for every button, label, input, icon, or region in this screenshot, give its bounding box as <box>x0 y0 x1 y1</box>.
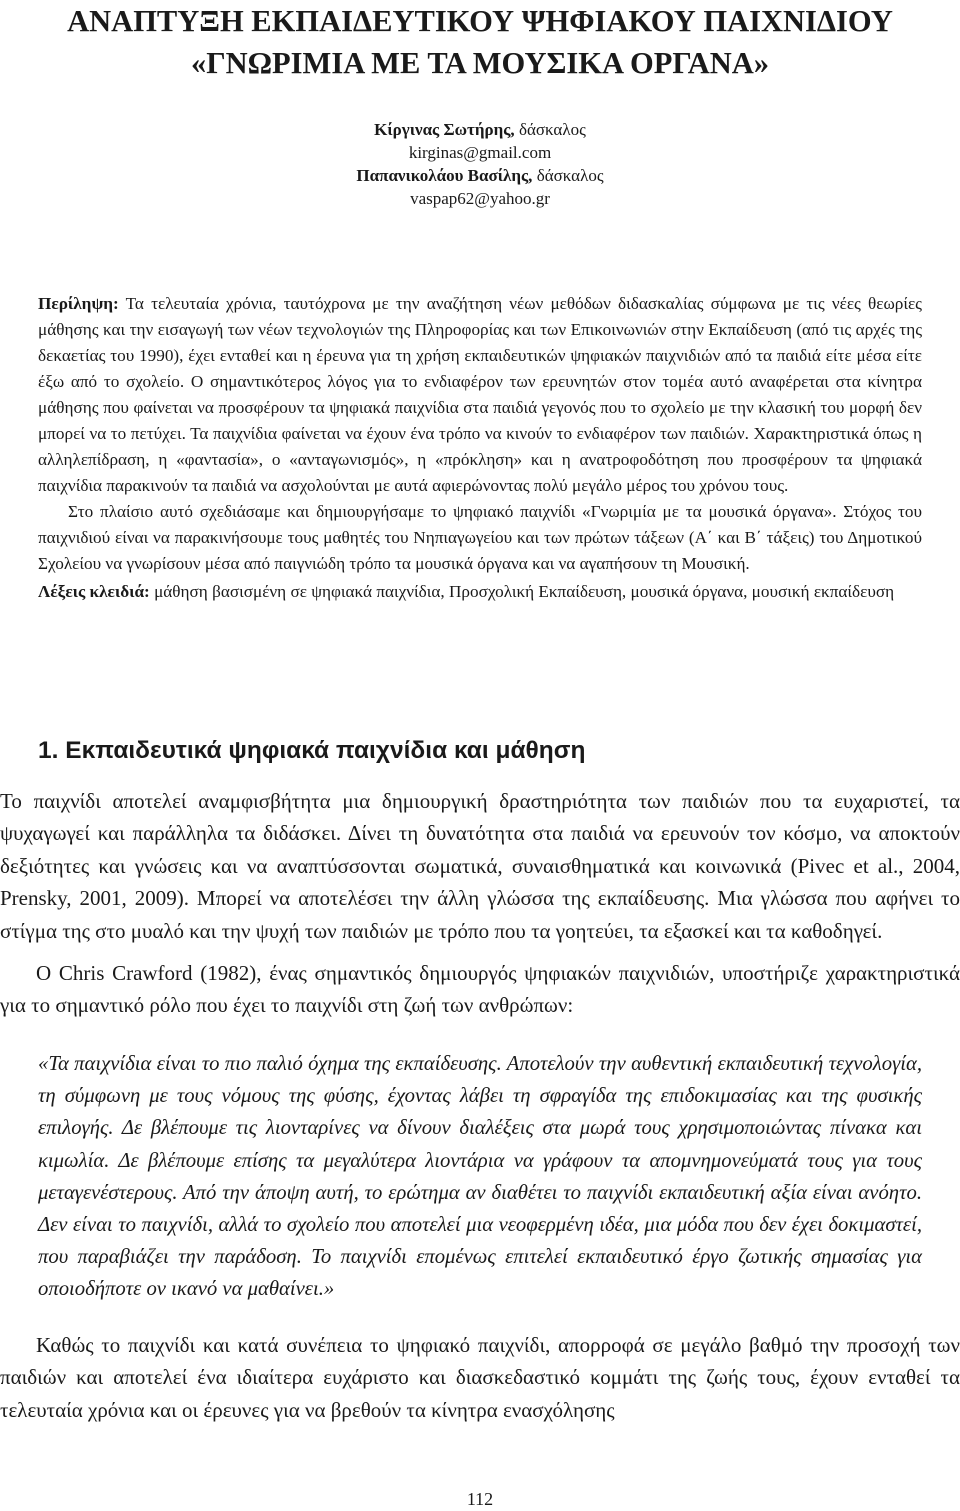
section-heading: 1. Εκπαιδευτικά ψηφιακά παιχνίδια και μάθηση <box>38 737 586 764</box>
abstract-paragraph-1: Περίληψη: Τα τελευταία χρόνια, ταυτόχρονα με την αναζήτηση νέων μεθόδων διδασκαλίας σύμφωνα με τις νέες θεωρίες μάθησης και την εισαγωγή των νέων τεχνολογιών της Πληροφορίας και των Επικοινωνιών στην Εκπαίδευση (από τις αρχές της δεκαετίας του 1990), έχει ενταθεί και η έρευνα για τη χρήση εκπαιδευτικών ψηφιακών παιχνιδιών από τα παιδιά είτε μέσα είτε έξω από το σχολείο. Ο σημαντικότερος λόγος για το ενδιαφέρον των ερευνητών στον τομέα αυτό αναφέρεται στα κίνητρα μάθησης που φαίνεται να προσφέρουν τα ψηφιακά παιχνίδια στα παιδιά γεγονός που το σχολείο με την κλασική του μορφή δεν μπορεί να το πετύχει. Τα παιχνίδια φαίνεται να έχουν ένα τρόπο να κινούν το ενδιαφέρον των παιδιών. Χαρακτηριστικά όπως η αλληλεπίδραση, η «φαντασία», ο «ανταγωνισμός», η «πρόκληση» και η ανατροφοδότηση που προσφέρουν τα ψηφιακά παιχνίδια παρακινούν τα παιδιά να ασχολούνται με αυτά αφιερώνοντας πολύ μεγάλο μέρος του χρόνου τους. <box>38 294 922 495</box>
title-line-1: ΑΝΑΠΤΥΞΗ ΕΚΠΑΙΔΕΥΤΙΚΟΥ ΨΗΦΙΑΚΟΥ ΠΑΙΧΝΙΔΙΟΥ <box>67 4 893 38</box>
section-body-top <box>0 785 960 1022</box>
abstract-label: Περίληψη: <box>38 294 119 313</box>
author-1-email: kirginas@gmail.com <box>408 143 552 162</box>
abstract-paragraph-2: Στο πλαίσιο αυτό σχεδιάσαμε και δημιουργήσαμε το ψηφιακό παιχνίδι «Γνωριμία με τα μουσικά όργανα». Στόχος του παιχνιδιού είναι να παρακινήσουμε τους μαθητές του Νηπιαγωγείου και των πρώτων τάξεων (Α΄ και Β΄ τάξεις) του Δημοτικού Σχολείου να γνωρίσουν μέσα από παιγνιώδη τρόπο τα μουσικά όργανα και να αγαπήσουν τη Μουσική. <box>38 502 922 573</box>
author-2 <box>0 164 960 187</box>
keywords-text: μάθηση βασισμένη σε ψηφιακά παιχνίδια, Προσχολική Εκπαίδευση, μουσικά όργανα, μουσική εκπαίδευση <box>149 582 895 601</box>
body-paragraph-1: Το παιχνίδι αποτελεί αναμφισβήτητα μια δημιουργική δραστηριότητα των παιδιών που τα ευχαριστεί, τα ψυχαγωγεί και παράλληλα τα διδάσκει. Δίνει τη δυνατότητα στα παιδιά να ερευνούν τον κόσμο, να αποκτούν δεξιότητες και γνώσεις και να αναπτύσσονται σωματικά, συναισθηματικά και κοινωνικά (Pivec et al., 2004, Prensky, 2001, 2009). Μπορεί να αποτελέσει την άλλη γλώσσα της εκπαίδευσης. Μια γλώσσα που αφήνει το στίγμα της στο μυαλό και την ψυχή των παιδιών με τρόπο που τα γοητεύει, τα εξασκεί και τα καθοδηγεί. <box>0 789 960 943</box>
author-2-email: vaspap62@yahoo.gr <box>410 189 550 208</box>
body-paragraph-3: Καθώς το παιχνίδι και κατά συνέπεια το ψηφιακό παιχνίδι, απορροφά σε μεγάλο βαθμό την προσοχή των παιδιών και αποτελεί ένα ιδιαίτερα ευχάριστο και διασκεδαστικό κομμάτι της ζωής τους, έχουν ενταθεί τα τελευταία χρόνια και οι έρευνες για να βρεθούν τα κίνητρα ενασχόλησης <box>0 1333 960 1422</box>
keywords <box>38 579 922 605</box>
author-2-role: δάσκαλος <box>532 166 604 185</box>
author-2-name: Παπανικολάου Βασίλης, <box>356 166 533 185</box>
body-paragraph-2: Ο Chris Crawford (1982), ένας σημαντικός δημιουργός ψηφιακών παιχνιδιών, υποστήριζε χαρακτηριστικά για το σημαντικό ρόλο που έχει το παιχνίδι στη ζωή των ανθρώπων: <box>0 961 960 1018</box>
keywords-label: Λέξεις κλειδιά: <box>38 582 150 601</box>
title-line-2: «ΓΝΩΡΙΜΙΑ ΜΕ ΤΑ ΜΟΥΣΙΚΑ ΟΡΓΑΝΑ» <box>190 46 770 80</box>
author-1-name: Κίργινας Σωτήρης, <box>374 120 515 139</box>
abstract <box>38 291 922 605</box>
author-1-role: δάσκαλος <box>514 120 586 139</box>
authors-block <box>0 118 960 210</box>
page-number: 112 <box>466 1489 494 1509</box>
section-body-bottom <box>0 1329 960 1426</box>
crawford-quote: «Τα παιχνίδια είναι το πιο παλιό όχημα της εκπαίδευσης. Αποτελούν την αυθεντική εκπαιδευτική τεχνολογία, τη σύμφωνη με τους νόμους της φύσης, έχοντας λάβει τη σφραγίδα της επιδοκιμασίας και της φυσικής επιλογής. Δε βλέπουμε τις λιονταρίνες να δίνουν διαλέξεις στα μωρά τους χρησιμοποιώντας πίνακα και κιμωλία. Δε βλέπουμε επίσης τα μεγαλύτερα λιοντάρια να γράφουν τα απομνημονεύματά τους για τους μεταγενέστερους. Από την άποψη αυτή, το ερώτημα αν διαθέτει το παιχνίδι εκπαιδευτική αξία είναι ανόητο. Δεν είναι το παιχνίδι, αλλά το σχολείο που αποτελεί μια νεοφερμένη ιδέα, μια μόδα που δεν έχει δοκιμαστεί, που παραβιάζει την παράδοση. Το παιχνίδι επομένως επιτελεί εκπαιδευτικό έργο ζωτικής σημασίας για οποιοδήποτε ον ικανό να μαθαίνει.» <box>38 1053 922 1301</box>
author-1 <box>0 118 960 141</box>
